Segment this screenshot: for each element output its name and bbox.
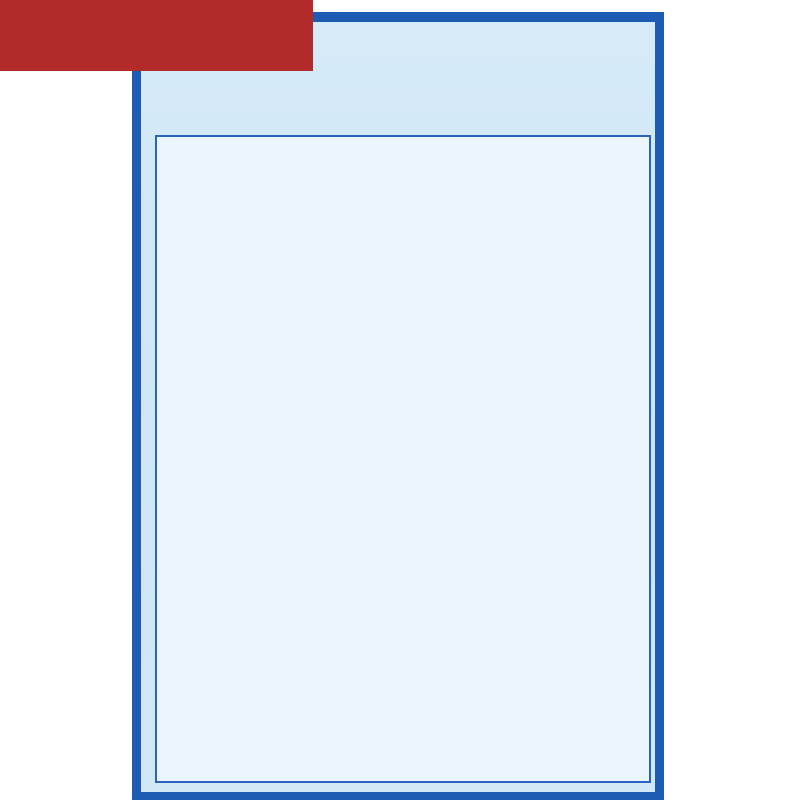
header-conversion: [435, 103, 647, 133]
header-units: [295, 103, 435, 133]
brand-banner: [0, 0, 313, 71]
unit-table: [155, 135, 651, 783]
header-name: [155, 103, 217, 133]
header-concept: [217, 103, 295, 133]
